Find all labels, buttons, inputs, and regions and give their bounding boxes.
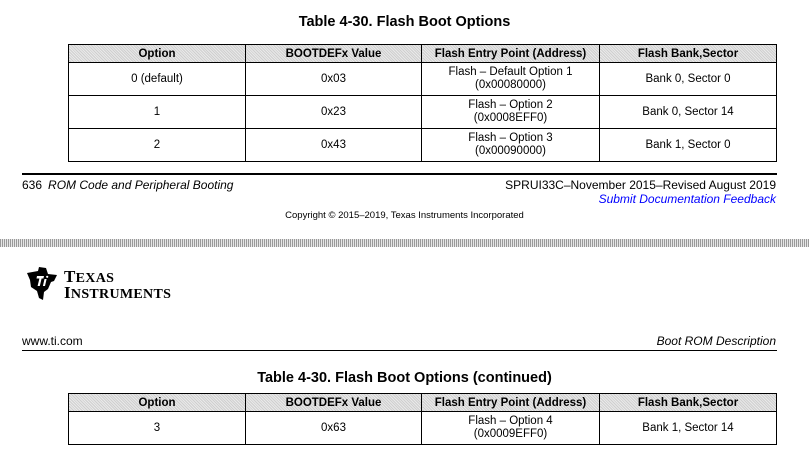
ti-logo-icon: [24, 265, 60, 303]
feedback-link[interactable]: Submit Documentation Feedback: [598, 192, 776, 206]
footer-left: [22, 178, 233, 192]
logo-line-instruments: INSTRUMENTS: [64, 283, 172, 302]
entry-line2: (0x0009EFF0): [473, 428, 548, 440]
header-option: Option: [69, 394, 246, 412]
entry-line2: (0x00080000): [475, 79, 546, 91]
cell-value: 0x23: [246, 96, 422, 129]
cell-entry: [422, 129, 600, 162]
table-header-row: [69, 394, 777, 412]
entry-line1: Flash – Option 3: [468, 132, 553, 144]
header-entry-point: Flash Entry Point (Address): [422, 394, 600, 412]
table-row: [69, 96, 777, 129]
section-title: Boot ROM Description: [656, 334, 776, 348]
logo-line-texas: TEXAS: [64, 267, 115, 286]
header-option: Option: [69, 45, 246, 63]
cell-option: 3: [69, 412, 246, 445]
entry-line1: Flash – Option 2: [468, 99, 553, 111]
cell-entry: [422, 63, 600, 96]
chapter-title: ROM Code and Peripheral Booting: [48, 178, 234, 192]
doc-id: SPRUI33C–November 2015–Revised August 2019: [505, 178, 776, 192]
entry-line2: (0x0008EFF0): [473, 112, 548, 124]
entry-line2: (0x00090000): [475, 145, 546, 157]
cell-value: 0x63: [246, 412, 422, 445]
header-bank-sector: Flash Bank,Sector: [600, 45, 777, 63]
entry-line1: Flash – Option 4: [468, 415, 553, 427]
table2-title: Table 4-30. Flash Boot Options (continued): [257, 370, 552, 386]
table-row: [69, 412, 777, 445]
table-row: [69, 129, 777, 162]
table-header-row: [69, 45, 777, 63]
cell-bank: Bank 1, Sector 0: [600, 129, 777, 162]
page-break-divider: [0, 239, 809, 247]
website-link[interactable]: www.ti.com: [22, 334, 83, 348]
cell-option: 0 (default): [69, 63, 246, 96]
table1-title: Table 4-30. Flash Boot Options: [298, 14, 511, 30]
cell-entry: [422, 412, 600, 445]
copyright: Copyright © 2015–2019, Texas Instruments Incorporated: [285, 210, 524, 221]
header-rule: [22, 350, 777, 351]
cell-bank: Bank 0, Sector 0: [600, 63, 777, 96]
cell-option: 1: [69, 96, 246, 129]
header-bootdef-value: BOOTDEFx Value: [246, 45, 422, 63]
flash-boot-options-continued-table: [68, 393, 777, 445]
cell-value: 0x43: [246, 129, 422, 162]
flash-boot-options-table: [68, 44, 777, 162]
header-entry-point: Flash Entry Point (Address): [422, 45, 600, 63]
footer-rule: [22, 173, 777, 175]
entry-line1: Flash – Default Option 1: [448, 66, 573, 78]
cell-bank: Bank 0, Sector 14: [600, 96, 777, 129]
header-bootdef-value: BOOTDEFx Value: [246, 394, 422, 412]
header-bank-sector: Flash Bank,Sector: [600, 394, 777, 412]
page-number: 636: [22, 178, 43, 192]
cell-entry: [422, 96, 600, 129]
cell-bank: Bank 1, Sector 14: [600, 412, 777, 445]
cell-option: 2: [69, 129, 246, 162]
table-row: [69, 63, 777, 96]
ti-logo-text: [64, 267, 172, 302]
cell-value: 0x03: [246, 63, 422, 96]
